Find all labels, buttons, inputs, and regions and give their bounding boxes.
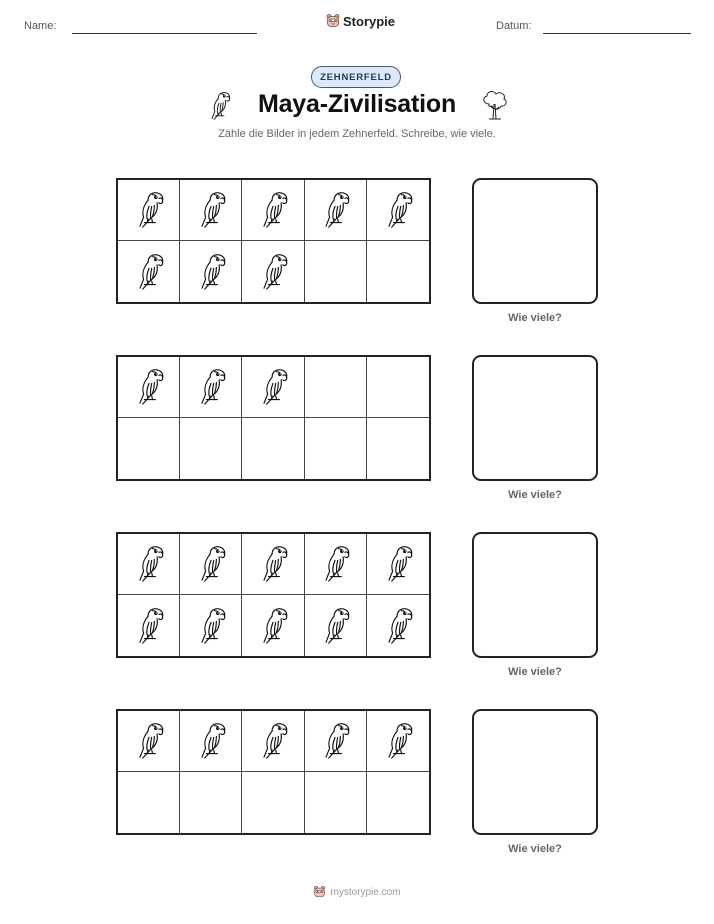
frame-cell: [118, 711, 180, 772]
storypie-logo-icon: [326, 13, 340, 29]
frame-cell: [180, 241, 242, 302]
answer-label-2: Wie viele?: [508, 489, 562, 501]
ten-frame-3: [116, 532, 431, 658]
parrot-icon: [255, 250, 291, 294]
frame-cell: [367, 357, 429, 418]
parrot-icon: [255, 542, 291, 586]
frame-cell: [180, 711, 242, 772]
frame-cell: [180, 418, 242, 479]
instructions: Zähle die Bilder in jedem Zehnerfeld. Schreibe, wie viele.: [218, 128, 496, 140]
frame-cell: [242, 357, 304, 418]
parrot-icon: [380, 604, 416, 648]
frame-cell: [180, 357, 242, 418]
parrot-icon: [255, 188, 291, 232]
frame-cell: [367, 595, 429, 656]
frame-cell: [305, 418, 367, 479]
answer-box-4[interactable]: [472, 709, 598, 835]
frame-cell: [242, 180, 304, 241]
answer-label-3: Wie viele?: [508, 666, 562, 678]
parrot-icon: [380, 542, 416, 586]
frame-cell: [242, 595, 304, 656]
frame-cell: [118, 418, 180, 479]
name-label: Name:: [24, 20, 57, 32]
frame-cell: [242, 711, 304, 772]
frame-cell: [305, 357, 367, 418]
parrot-icon: [317, 604, 353, 648]
brand-logo: [326, 13, 395, 29]
brand-name: Storypie: [343, 13, 396, 29]
name-line[interactable]: [72, 33, 257, 34]
answer-box-1[interactable]: [472, 178, 598, 304]
frame-cell: [242, 241, 304, 302]
frame-cell: [305, 180, 367, 241]
frame-cell: [367, 241, 429, 302]
parrot-icon: [131, 604, 167, 648]
parrot-icon: [131, 365, 167, 409]
frame-cell: [242, 772, 304, 833]
frame-cell: [367, 711, 429, 772]
frame-cell: [118, 772, 180, 833]
frame-cell: [242, 534, 304, 595]
page-title: Maya-Zivilisation: [257, 90, 457, 118]
parrot-icon: [317, 719, 353, 763]
frame-cell: [118, 180, 180, 241]
frame-cell: [305, 711, 367, 772]
answer-label-4: Wie viele?: [508, 843, 562, 855]
parrot-icon: [317, 542, 353, 586]
frame-cell: [180, 772, 242, 833]
frame-cell: [118, 241, 180, 302]
frame-cell: [118, 357, 180, 418]
ten-frame-1: [116, 178, 431, 304]
frame-cell: [305, 772, 367, 833]
frame-cell: [367, 418, 429, 479]
storypie-logo-icon: [313, 885, 326, 899]
tree-icon: [480, 90, 508, 122]
frame-cell: [242, 418, 304, 479]
date-line[interactable]: [543, 33, 691, 34]
parrot-icon: [255, 604, 291, 648]
parrot-icon: [380, 719, 416, 763]
parrot-icon: [131, 542, 167, 586]
parrot-icon: [317, 188, 353, 232]
parrot-icon: [193, 542, 229, 586]
answer-box-3[interactable]: [472, 532, 598, 658]
parrot-icon: [193, 365, 229, 409]
parrot-icon: [255, 365, 291, 409]
frame-cell: [305, 241, 367, 302]
parrot-icon: [193, 604, 229, 648]
parrot-icon: [193, 188, 229, 232]
date-label: Datum:: [496, 20, 532, 32]
ten-frame-4: [116, 709, 431, 835]
frame-cell: [180, 595, 242, 656]
footer-url: mystorypie.com: [330, 886, 401, 898]
parrot-icon: [193, 719, 229, 763]
answer-label-1: Wie viele?: [508, 312, 562, 324]
answer-box-2[interactable]: [472, 355, 598, 481]
frame-cell: [118, 595, 180, 656]
worksheet-type-badge: ZEHNERFELD: [311, 66, 401, 88]
frame-cell: [180, 180, 242, 241]
frame-cell: [367, 534, 429, 595]
frame-cell: [305, 595, 367, 656]
frame-cell: [367, 180, 429, 241]
parrot-icon: [380, 188, 416, 232]
frame-cell: [180, 534, 242, 595]
parrot-icon: [131, 250, 167, 294]
parrot-icon: [193, 250, 229, 294]
ten-frame-2: [116, 355, 431, 481]
parrot-icon: [131, 188, 167, 232]
parrot-icon: [255, 719, 291, 763]
frame-cell: [118, 534, 180, 595]
footer: [0, 885, 714, 899]
frame-cell: [305, 534, 367, 595]
frame-cell: [367, 772, 429, 833]
parrot-icon: [131, 719, 167, 763]
